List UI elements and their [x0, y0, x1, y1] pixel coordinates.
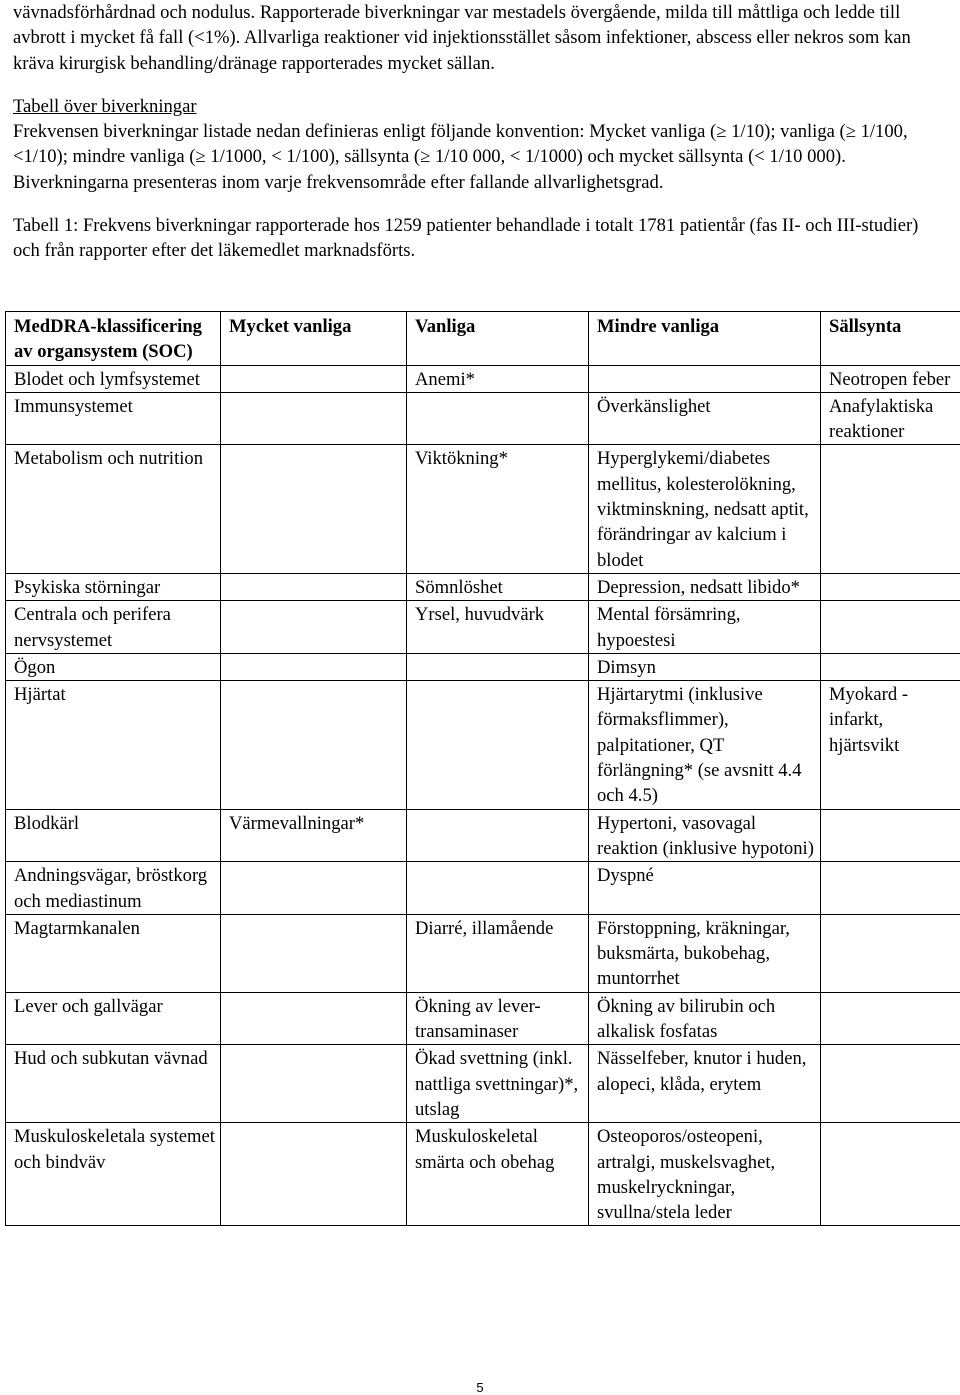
- header-soc: MedDRA-klassificering av organsystem (SOC): [6, 312, 221, 366]
- cell-common: Diarré, illamående: [407, 914, 589, 992]
- cell-uncommon: Depression, nedsatt libido*: [589, 573, 821, 600]
- page-number: 5: [476, 1380, 484, 1395]
- cell-soc: Metabolism och nutrition: [6, 445, 221, 573]
- cell-very-common: [221, 392, 407, 445]
- cell-common: Sömnlöshet: [407, 573, 589, 600]
- cell-soc: Ögon: [6, 653, 221, 680]
- cell-uncommon: Förstoppning, kräkningar, buksmärta, bukobehag, muntorrhet: [589, 914, 821, 992]
- cell-very-common: [221, 1123, 407, 1226]
- cell-very-common: [221, 573, 407, 600]
- cell-rare: [821, 445, 960, 573]
- cell-rare: [821, 914, 960, 992]
- cell-soc: Blodet och lymfsystemet: [6, 365, 221, 392]
- table-row: [6, 809, 960, 862]
- cell-very-common: [221, 653, 407, 680]
- cell-common: [407, 862, 589, 915]
- cell-soc: Hud och subkutan vävnad: [6, 1045, 221, 1123]
- cell-very-common: [221, 862, 407, 915]
- cell-very-common: [221, 601, 407, 654]
- table-row: [6, 365, 960, 392]
- cell-very-common: [221, 365, 407, 392]
- cell-uncommon: Dyspné: [589, 862, 821, 915]
- table-header-row: [6, 312, 960, 366]
- header-rare: Sällsynta: [821, 312, 960, 366]
- header-common: Vanliga: [407, 312, 589, 366]
- cell-common: [407, 653, 589, 680]
- cell-common: [407, 392, 589, 445]
- cell-common: [407, 681, 589, 809]
- cell-uncommon: Mental försämring, hypoestesi: [589, 601, 821, 654]
- cell-uncommon: Nässelfeber, knutor i huden, alopeci, klåda, erytem: [589, 1045, 821, 1123]
- cell-uncommon: Hjärtarytmi (inklusive förmaksflimmer), palpitationer, QT förlängning* (se avsnitt 4.4 och 4.5): [589, 681, 821, 809]
- cell-common: Yrsel, huvudvärk: [407, 601, 589, 654]
- table-row: [6, 573, 960, 600]
- continuation-paragraph: vävnadsförhårdnad och nodulus. Rapporterade biverkningar var mestadels övergående, milda till måttliga och ledde till avbrott i mycket få fall (<1%). Allvarliga reaktioner vid injektionsstället såsom infektioner, abscess eller nekros som kan kräva kirurgisk behandling/dränage rapporterades mycket sällan.: [13, 2, 911, 74]
- cell-common: Muskuloskeletal smärta och obehag: [407, 1123, 589, 1226]
- table-row: [6, 601, 960, 654]
- table-row: [6, 681, 960, 809]
- cell-rare: [821, 862, 960, 915]
- cell-soc: Psykiska störningar: [6, 573, 221, 600]
- cell-common: Ökad svettning (inkl. nattliga svettningar)*, utslag: [407, 1045, 589, 1123]
- cell-rare: Myokard -infarkt, hjärtsvikt: [821, 681, 960, 809]
- cell-common: [407, 809, 589, 862]
- section-heading: Tabell över biverkningar: [13, 95, 197, 117]
- table-row: [6, 653, 960, 680]
- table-row: [6, 914, 960, 992]
- cell-soc: Magtarmkanalen: [6, 914, 221, 992]
- cell-common: Anemi*: [407, 365, 589, 392]
- cell-rare: [821, 1123, 960, 1226]
- table-row: [6, 1045, 960, 1123]
- cell-soc: Andningsvägar, bröstkorg och mediastinum: [6, 862, 221, 915]
- cell-uncommon: [589, 365, 821, 392]
- table-caption: Tabell 1: Frekvens biverkningar rapporterade hos 1259 patienter behandlade i totalt 1781 patientår (fas II- och III-studier) och från rapporter efter det läkemedlet marknadsförts.: [13, 215, 919, 262]
- cell-very-common: [221, 914, 407, 992]
- table-row: [6, 862, 960, 915]
- cell-very-common: Värmevallningar*: [221, 809, 407, 862]
- cell-rare: [821, 809, 960, 862]
- cell-uncommon: Överkänslighet: [589, 392, 821, 445]
- cell-rare: [821, 573, 960, 600]
- cell-common: Viktökning*: [407, 445, 589, 573]
- header-very-common: Mycket vanliga: [221, 312, 407, 366]
- cell-very-common: [221, 992, 407, 1045]
- cell-soc: Immunsystemet: [6, 392, 221, 445]
- cell-rare: Neotropen feber: [821, 365, 960, 392]
- cell-common: Ökning av lever-transaminaser: [407, 992, 589, 1045]
- cell-rare: [821, 992, 960, 1045]
- cell-very-common: [221, 445, 407, 573]
- cell-soc: Muskuloskeletala systemet och bindväv: [6, 1123, 221, 1226]
- cell-very-common: [221, 681, 407, 809]
- cell-soc: Lever och gallvägar: [6, 992, 221, 1045]
- adverse-reactions-table: [5, 311, 960, 1226]
- cell-rare: [821, 1045, 960, 1123]
- intro-text: [13, 0, 948, 264]
- cell-uncommon: Ökning av bilirubin och alkalisk fosfatas: [589, 992, 821, 1045]
- table-row: [6, 1123, 960, 1226]
- table-row: [6, 445, 960, 573]
- cell-rare: [821, 653, 960, 680]
- cell-very-common: [221, 1045, 407, 1123]
- cell-soc: Hjärtat: [6, 681, 221, 809]
- cell-uncommon: Hypertoni, vasovagal reaktion (inklusive hypotoni): [589, 809, 821, 862]
- header-uncommon: Mindre vanliga: [589, 312, 821, 366]
- cell-soc: Centrala och perifera nervsystemet: [6, 601, 221, 654]
- cell-rare: Anafylaktiska reaktioner: [821, 392, 960, 445]
- cell-uncommon: Dimsyn: [589, 653, 821, 680]
- cell-soc: Blodkärl: [6, 809, 221, 862]
- table-row: [6, 992, 960, 1045]
- cell-uncommon: Hyperglykemi/diabetes mellitus, kolesterolökning, viktminskning, nedsatt aptit, förändringar av kalcium i blodet: [589, 445, 821, 573]
- frequency-convention: Frekvensen biverkningar listade nedan definieras enligt följande konvention: Mycket vanliga (≥ 1/10); vanliga (≥ 1/100, <1/10); mindre vanliga (≥ 1/1000, < 1/100), sällsynta (≥ 1/10 000, < 1/1000) och mycket sällsynta (< 1/10 000). Biverkningarna presenteras inom varje frekvensområde efter fallande allvarlighetsgrad.: [13, 121, 908, 193]
- table-row: [6, 392, 960, 445]
- cell-uncommon: Osteoporos/osteopeni, artralgi, muskelsvaghet, muskelryckningar, svullna/stela leder: [589, 1123, 821, 1226]
- cell-rare: [821, 601, 960, 654]
